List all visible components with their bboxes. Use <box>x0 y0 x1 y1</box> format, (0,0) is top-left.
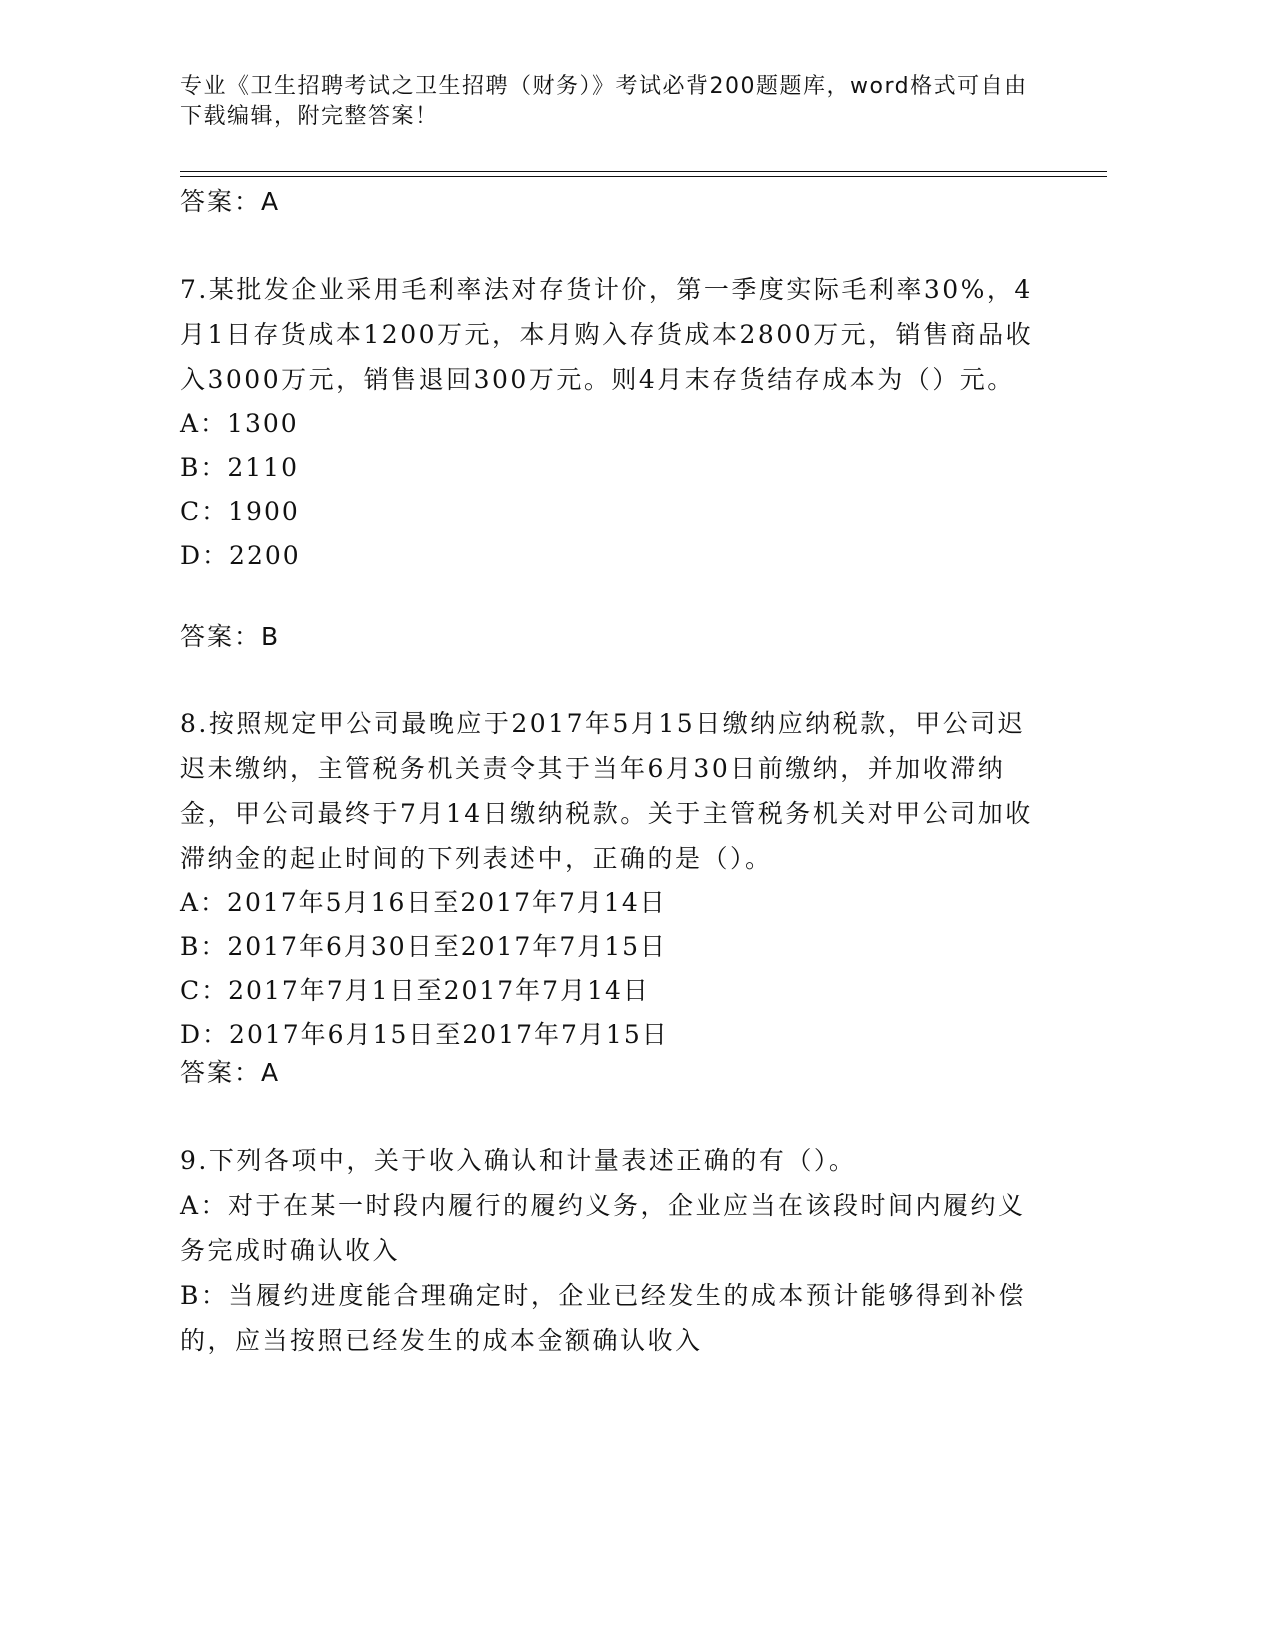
document-header: 专业《卫生招聘考试之卫生招聘（财务）》考试必背200题题库，word格式可自由下载编辑，附完整答案！ <box>180 74 1028 129</box>
option-b: B：2110 <box>180 453 299 482</box>
option-a: A：2017年5月16日至2017年7月14日 <box>180 888 667 917</box>
question-7 <box>180 267 1038 578</box>
option-d: D：2200 <box>180 541 301 570</box>
option-a: A：对于在某一时段内履行的履约义务，企业应当在该段时间内履约义务完成时确认收入 <box>180 1191 1026 1265</box>
option-b: B：当履约进度能合理确定时，企业已经发生的成本预计能够得到补偿的，应当按照已经发生的成本金额确认收入 <box>180 1281 1026 1355</box>
option-c: C：1900 <box>180 497 300 526</box>
option-c: C：2017年7月1日至2017年7月14日 <box>180 976 650 1005</box>
header-divider-top <box>180 171 1107 172</box>
answer-8: 答案：A <box>180 1058 281 1087</box>
option-b: B：2017年6月30日至2017年7月15日 <box>180 932 668 961</box>
question-stem: 9.下列各项中，关于收入确认和计量表述正确的有（）。 <box>180 1146 857 1175</box>
question-stem: 7.某批发企业采用毛利率法对存货计价，第一季度实际毛利率30%，4月1日存货成本1200万元，本月购入存货成本2800万元，销售商品收入3000万元，销售退回300万元。则4月末存货结存成本为（）元。 <box>180 275 1034 394</box>
header-divider-bottom <box>180 176 1107 177</box>
question-8 <box>180 701 1038 1057</box>
option-a: A：1300 <box>180 409 299 438</box>
question-9 <box>180 1138 1038 1363</box>
option-d: D：2017年6月15日至2017年7月15日 <box>180 1020 669 1049</box>
question-stem: 8.按照规定甲公司最晚应于2017年5月15日缴纳应纳税款，甲公司迟迟未缴纳，主管税务机关责令其于当年6月30日前缴纳，并加收滞纳金，甲公司最终于7月14日缴纳税款。关于主管税务机关对甲公司加收滞纳金的起止时间的下列表述中，正确的是（）。 <box>180 709 1033 873</box>
answer-7: 答案：B <box>180 622 281 651</box>
previous-answer: 答案：A <box>180 187 281 216</box>
